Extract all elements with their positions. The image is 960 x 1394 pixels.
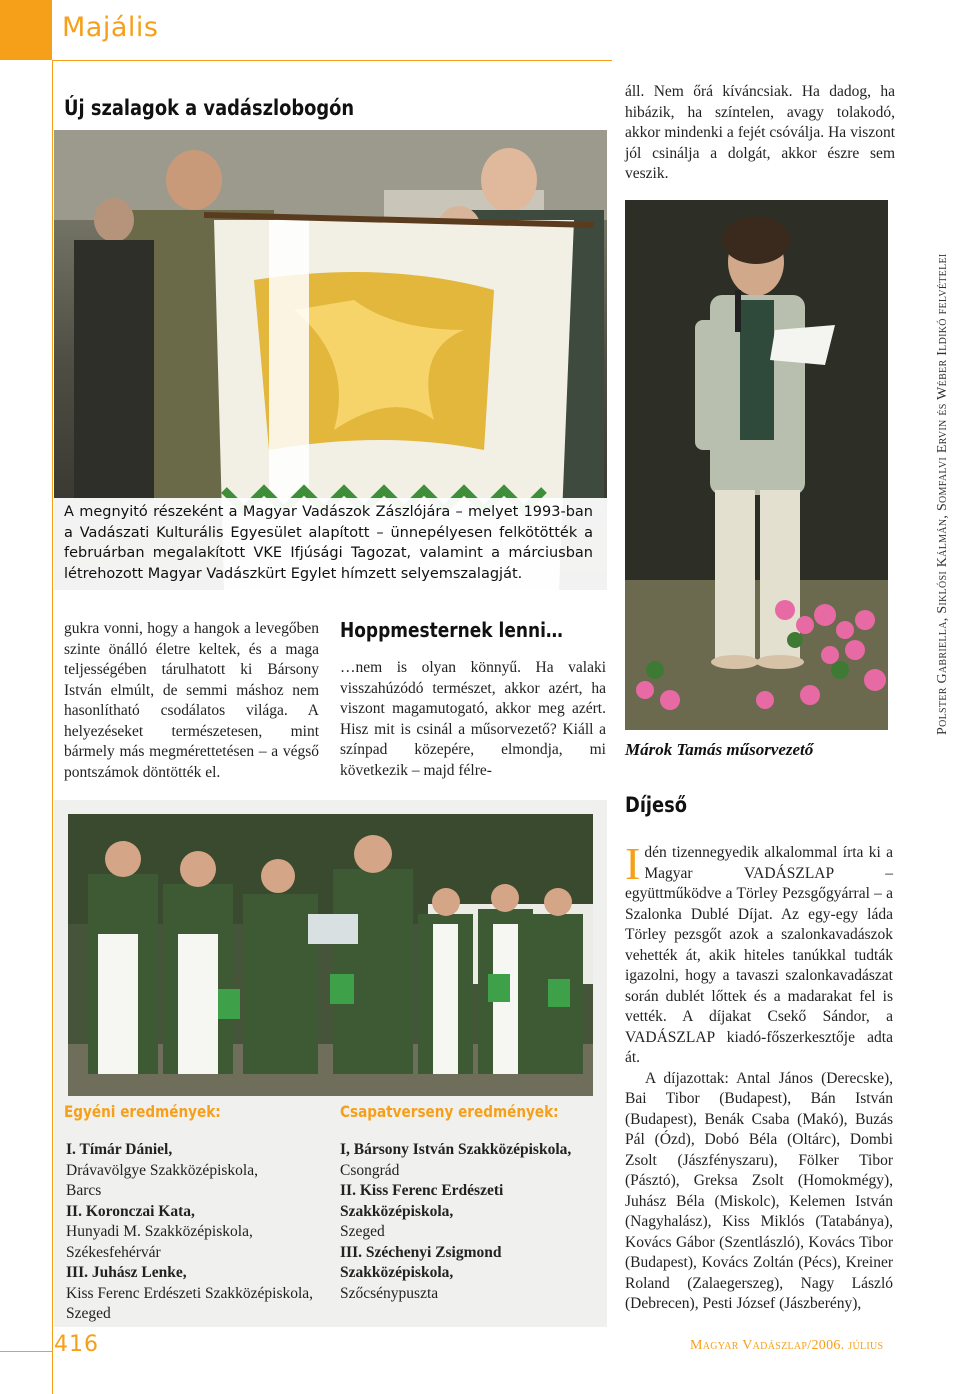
result-place: II. Koronczai Kata, (66, 1202, 195, 1220)
result-school: Drávavölgye Szakközépiskola, (66, 1161, 258, 1179)
dijeso-heading: Díjeső (625, 793, 688, 817)
list-item (66, 1202, 336, 1264)
result-place: III. Széchenyi Zsigmond Szakközépiskola, (340, 1243, 502, 1281)
result-school: Kiss Ferenc Erdészeti Szakközépiskola, (66, 1284, 314, 1302)
dijeso-paragraph-1: dén tizennegyedik alkalommal írta ki a Magyar VADÁSZLAP – együttműködve a Törley Pezsgőgyárral – a Szalonka Dublé Díjat. Az egy-egy láda Törley pezsgőt azok a szalonkavadászok vehették át, akik hiteles tanúkkal tudták igazolni, hogy a tavaszi szalonkavadászat során dublét lőttek és a madarakat fel is vették. A díjakat Csekő Sándor, a VADÁSZLAP kiadó-főszerkesztője adta át. (625, 844, 893, 1066)
result-city: Szőcsénypuszta (340, 1284, 439, 1302)
article-left-column: gukra vonni, hogy a hangok a levegőben szinte önálló életre keltek, és a maga teljességében tárulhatott ki Bársony István elmúlt, de semmi máshoz nem hasonlítható csodálatos világa. A helyezéseket természetesen, mint bármely más megmérettetésen – a végső pontszámok döntötték el. (64, 620, 319, 781)
individual-results-heading: Egyéni eredmények: (64, 1102, 221, 1121)
photo-credit: Polster Gabriella, Siklósi Kálmán, Somfalvi Ervin és Wéber Ildikó felvételei (935, 253, 950, 735)
team-results-list (340, 1140, 600, 1304)
article-title: Új szalagok a vadászlobogón (64, 96, 355, 120)
list-item (66, 1140, 336, 1202)
list-item (340, 1181, 600, 1243)
dropcap-letter: I (625, 838, 641, 889)
award-ceremony-photo (68, 814, 593, 1096)
result-city: Barcs (66, 1182, 102, 1199)
presenter-caption: Márok Tamás műsorvezető (625, 740, 814, 759)
dijeso-paragraph-2: A díjazottak: Antal János (Derecske), Bai Tibor (Budapest), Bán István (Budapest), Benák Csaba (Makó), Buzás Pál (Ózd), Dobó Béla (Oltárc), Dombi Zsolt (Jászfényszaru), Fölker Tibor (Pásztó), Greksa Zsolt (Homokmégy), Juhász Béla (Miskolc), Kelemen István (Nagyhalász), Kiss Miklós (Tatabánya), Kovács Gábor (Szentlászló), Kovács Tibor (Budapest), Kovács Zoltán (Pécs), Kreiner Roland (Zalaegerszeg), Nagy László (Debrecen), Pesti József (Jászberény), (625, 1069, 893, 1312)
publication-info: Magyar Vadászlap/2006. július (690, 1338, 884, 1353)
footer-divider (0, 1351, 52, 1352)
page-number: 416 (54, 1332, 99, 1357)
list-item (66, 1263, 336, 1325)
result-city: Szeged (340, 1223, 385, 1240)
list-item (340, 1243, 600, 1305)
dijeso-body (625, 838, 893, 1315)
hoppmester-text: …nem is olyan könnyű. Ha valaki visszahúzódó természet, akkor azért, ha viszont magamutogató, akkor meg azért. Hisz mit is csinál a műsorvezető? Kiáll a színpad közepére, elmondja, mi következik – majd félre- (340, 659, 606, 779)
hoppmester-heading: Hoppmesternek lenni… (340, 618, 563, 642)
result-school: Hunyadi M. Szakközépiskola, (66, 1223, 253, 1240)
flag-ceremony-caption: A megnyitó részeként a Magyar Vadászok Zászlójára – melyet 1993-ban a Vadászati Kulturális Egyesület alapított – ünnepélyesen felkötötték a februárban megalakított VKE Ifjúsági Tagozat, valamint a márciusban létrehozott Magyar Vadászkürt Egylet hímzett selyemszalagját. (54, 498, 607, 590)
result-place: II. Kiss Ferenc Erdészeti Szakközépiskola, (340, 1182, 504, 1220)
margin-divider (52, 60, 53, 1394)
result-city: Szeged (66, 1305, 111, 1322)
presenter-photo (625, 200, 888, 730)
header-divider (52, 60, 612, 61)
result-city: Székesfehérvár (66, 1243, 161, 1261)
result-place: I, Bársony István Szakközépiskola, (340, 1141, 572, 1158)
hoppmester-text-continued: áll. Nem őrá kíváncsiak. Ha dadog, ha hibázik, ha színtelen, avagy tolakodó, akkor mindenki a fejét csóválja. Ha viszont jól csinálja a dolgát, akkor észre sem veszik. (625, 83, 895, 182)
result-place: I. Tímár Dániel, (66, 1141, 173, 1158)
list-item (340, 1140, 600, 1181)
result-place: III. Juhász Lenke, (66, 1264, 187, 1281)
header-accent-block (0, 0, 52, 60)
individual-results-list (66, 1140, 336, 1325)
section-title: Majális (62, 12, 159, 43)
result-city: Csongrád (340, 1161, 400, 1179)
team-results-heading: Csapatverseny eredmények: (340, 1102, 559, 1121)
